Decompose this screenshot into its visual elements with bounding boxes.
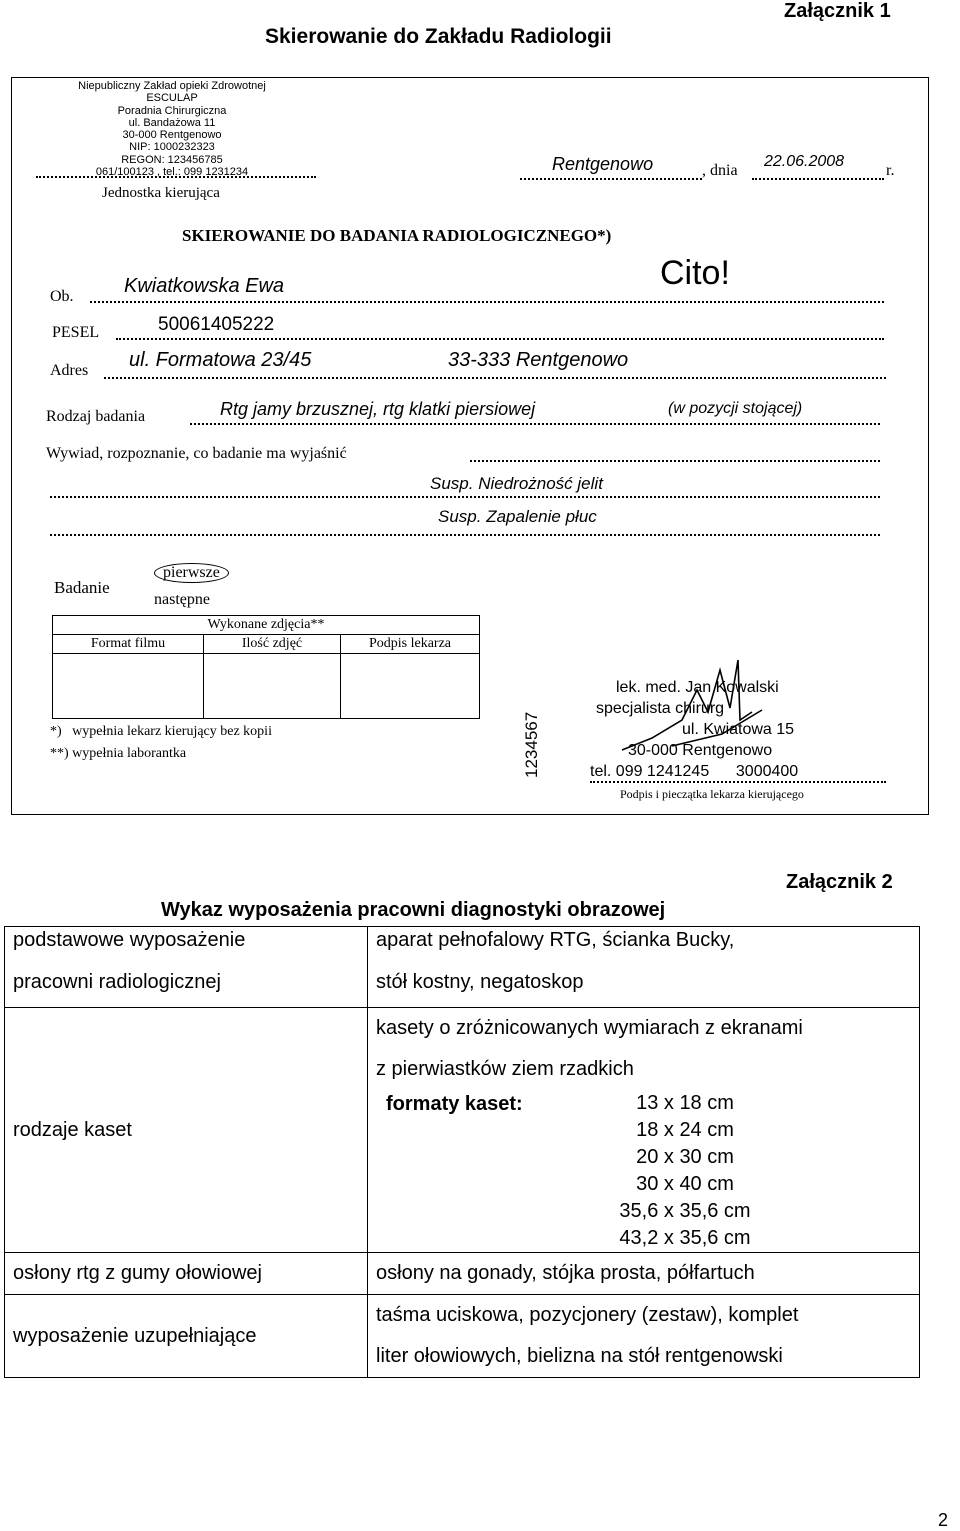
cassette-formats — [376, 1090, 911, 1252]
row-label-line: podstawowe wyposażenie — [13, 929, 246, 951]
row-label-line: pracowni radiologicznej — [13, 971, 221, 993]
row-value — [368, 1253, 920, 1295]
clinic-stamp — [62, 80, 282, 178]
stamp-line: Niepubliczny Zakład opieki Zdrowotnej — [78, 80, 266, 92]
format-item: 20 x 30 cm — [636, 1146, 734, 1168]
row-value — [368, 927, 920, 1008]
format-item: 43,2 x 35,6 cm — [619, 1227, 751, 1249]
referral-form — [11, 77, 929, 815]
interview-dotted-line — [470, 460, 880, 462]
pesel-dotted-line — [116, 338, 884, 340]
footnote-2: **) wypełnia laborantka — [50, 746, 187, 761]
doctor-id: 1234567 — [522, 711, 541, 778]
row-value-line: taśma uciskowa, pozycjonery (zestaw), komplet — [376, 1304, 799, 1326]
row-value — [368, 1295, 920, 1378]
equipment-table — [4, 926, 920, 1378]
doctor-stamp-line: 30-000 Rentgenowo — [628, 742, 773, 759]
diagnosis-1: Susp. Niedrożność jelit — [430, 474, 603, 493]
row-value-line: kasety o zróżnicowanych wymiarach z ekranami — [376, 1017, 803, 1039]
diag2-dotted-line — [50, 534, 880, 536]
attachment-1-label: Załącznik 1 — [784, 0, 891, 22]
cito-mark: Cito! — [660, 254, 730, 292]
doctor-stamp-line: tel. 099 1241245 3000400 — [590, 763, 799, 780]
row-value-line: stół kostny, negatoskop — [376, 971, 584, 993]
date-dotted-line — [752, 178, 884, 180]
signature-dotted-line — [590, 781, 886, 783]
place-dotted-line — [520, 178, 702, 180]
col-count: Ilość zdjęć — [204, 635, 341, 654]
doctor-stamp-line: ul. Kwiatowa 15 — [682, 721, 795, 738]
badanie-label: Badanie — [54, 578, 110, 597]
row-value — [368, 1008, 920, 1253]
table-row — [5, 1295, 920, 1378]
format-item: 30 x 40 cm — [636, 1173, 734, 1195]
address-city: 33-333 Rentgenowo — [448, 349, 629, 371]
row-label — [5, 927, 368, 1008]
pesel-value: 50061405222 — [158, 314, 275, 335]
exam-value: Rtg jamy brzusznej, rtg klatki piersiowej — [220, 399, 536, 419]
address-dotted-line — [104, 377, 886, 379]
table-row — [5, 1008, 920, 1253]
stamp-line: ESCULAP — [146, 92, 198, 105]
format-item: 13 x 18 cm — [636, 1092, 734, 1114]
row-label-line: osłony rtg z gumy ołowiowej — [13, 1262, 262, 1284]
cell-signature[interactable] — [341, 654, 480, 719]
unit-label: Jednostka kierująca — [102, 185, 220, 201]
address-street: ul. Formatowa 23/45 — [129, 349, 312, 371]
ob-label: Ob. — [50, 288, 74, 305]
ob-value: Kwiatkowska Ewa — [124, 275, 285, 297]
cell-format[interactable] — [53, 654, 204, 719]
doctor-stamp-line: lek. med. Jan Kowalski — [616, 679, 779, 696]
diagnosis-2: Susp. Zapalenie płuc — [438, 507, 597, 526]
option-next: następne — [154, 591, 210, 608]
row-label — [5, 1253, 368, 1295]
table-row — [5, 927, 920, 1008]
stamp-line: 061/100123 , tel.: 099 1231234 — [95, 166, 249, 179]
unit-dotted-line — [36, 176, 316, 178]
doctor-stamp-line: specjalista chirurg — [596, 700, 725, 717]
cell-count[interactable] — [204, 654, 341, 719]
row-value-line: osłony na gonady, stójka prosta, półfartuch — [376, 1262, 755, 1284]
row-value-line: liter ołowiowych, bielizna na stół rentgenowski — [376, 1345, 783, 1367]
date-value: 22.06.2008 — [764, 153, 845, 170]
attachment-2-label: Załącznik 2 — [786, 871, 893, 893]
table-row — [5, 1253, 920, 1295]
exam-dotted-line — [190, 423, 880, 425]
place-value: Rentgenowo — [552, 154, 654, 174]
address-label: Adres — [50, 362, 89, 379]
exam-label: Rodzaj badania — [46, 408, 146, 425]
stamp-line: REGON: 123456785 — [121, 153, 223, 166]
stamp-line: ul. Bandażowa 11 — [128, 116, 216, 129]
photos-header: Wykonane zdjęcia** — [53, 616, 480, 635]
doctor-signature — [612, 650, 792, 760]
photos-table — [52, 615, 480, 719]
row-label-line: wyposażenie uzupełniające — [13, 1324, 257, 1347]
format-item: 18 x 24 cm — [636, 1119, 734, 1141]
form-title: SKIEROWANIE DO BADANIA RADIOLOGICZNEGO*) — [182, 226, 612, 245]
row-label — [5, 1295, 368, 1378]
row-label-line: rodzaje kaset — [13, 1118, 132, 1141]
col-signature: Podpis lekarza — [341, 635, 480, 654]
stamp-line: 30-000 Rentgenowo — [122, 129, 222, 142]
formats-label: formaty kaset: — [386, 1093, 523, 1115]
attachment-2-title: Wykaz wyposażenia pracowni diagnostyki obrazowej — [161, 899, 666, 921]
stamp-line: Poradnia Chirurgiczna — [117, 104, 227, 117]
row-value-line: z pierwiastków ziem rzadkich — [376, 1058, 634, 1080]
page-number: 2 — [938, 1510, 949, 1530]
interview-label: Wywiad, rozpoznanie, co badanie ma wyjaśnić — [46, 445, 347, 462]
row-value-line: aparat pełnofalowy RTG, ścianka Bucky, — [376, 929, 735, 951]
date-suffix: r. — [886, 162, 895, 179]
col-format: Format filmu — [53, 635, 204, 654]
option-first: pierwsze — [154, 563, 229, 583]
formats-list — [600, 1090, 770, 1252]
date-label: , dnia — [702, 162, 738, 179]
attachment-1-title: Skierowanie do Zakładu Radiologii — [265, 25, 612, 48]
diag1-dotted-line — [50, 496, 880, 498]
stamp-line: NIP: 1000232323 — [129, 141, 215, 154]
row-label — [5, 1008, 368, 1253]
footnote-1: *) wypełnia lekarz kierujący bez kopii — [50, 724, 272, 739]
pesel-label: PESEL — [52, 324, 100, 341]
signature-caption: Podpis i pieczątka lekarza kierującego — [620, 787, 804, 801]
format-item: 35,6 x 35,6 cm — [619, 1200, 751, 1222]
exam-note: (w pozycji stojącej) — [668, 400, 803, 417]
ob-dotted-line — [90, 301, 884, 303]
